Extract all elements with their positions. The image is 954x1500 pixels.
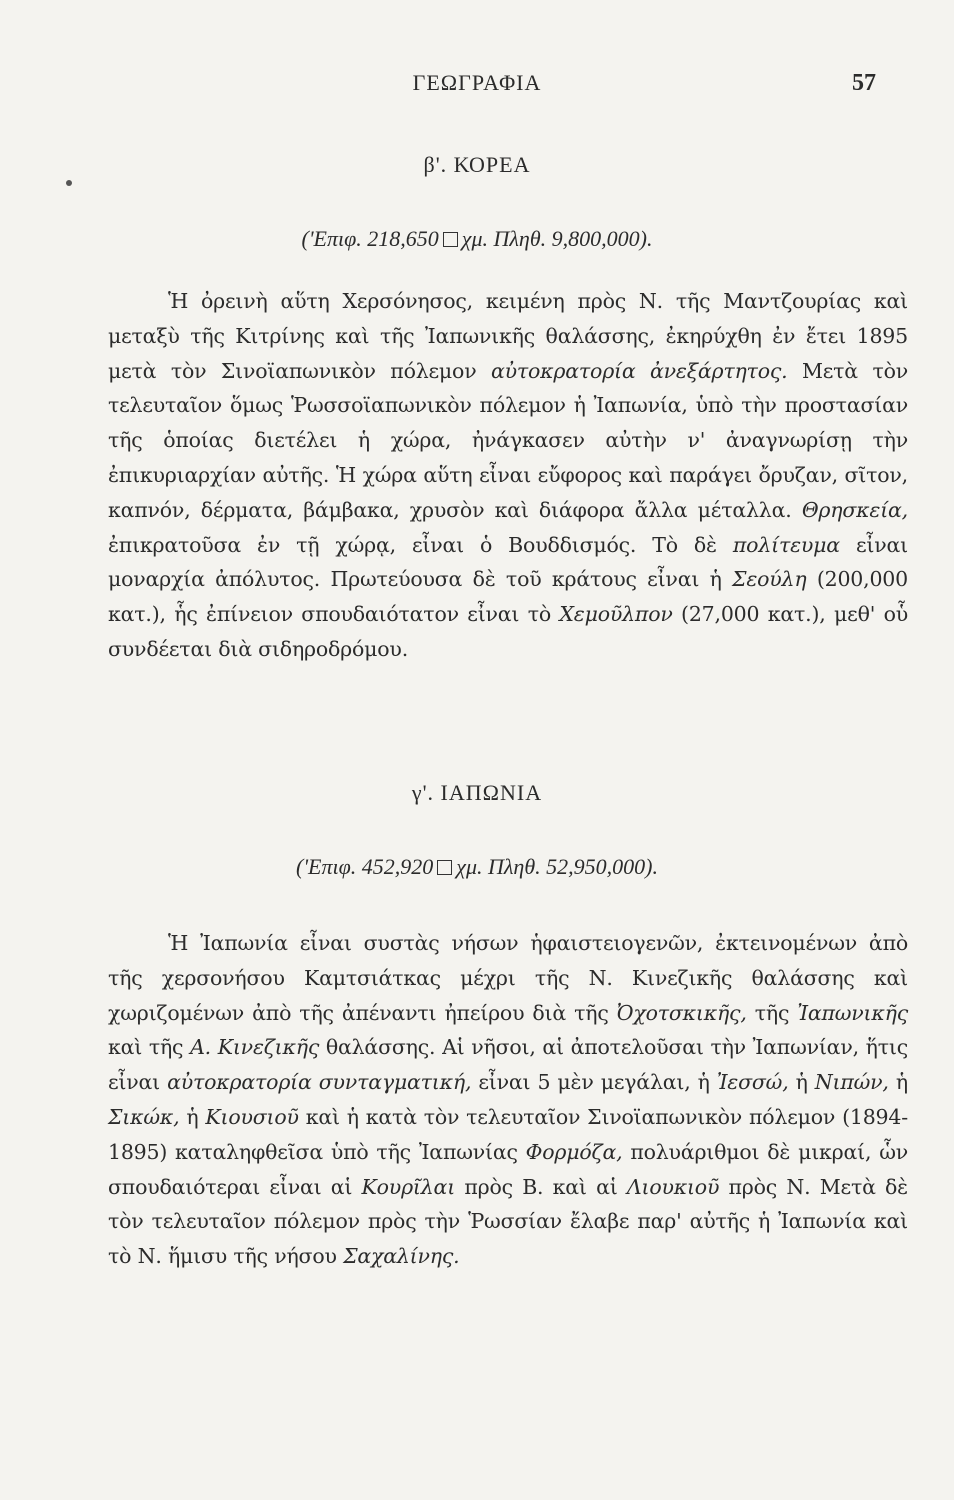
text-run: (200,000 κατ.), ἧς ἐπίνειον σπουδαιότατον εἶναι τὸ (108, 567, 908, 627)
text-run: πρὸς Ν. Μετὰ δὲ τὸν τελευταῖον πόλεμον πρὸς τὴν Ῥωσσίαν ἔλαβε παρ' αὐτῆς ἡ Ἰαπωνία καὶ τὸ Ν. ἥμισυ τῆς νήσου (108, 1174, 908, 1269)
korea-stats (0, 226, 954, 252)
emphasis-run: Χεμοῦλπον (559, 602, 673, 627)
text-run: Ἡ ὀρεινὴ αὕτη Χερσόνησος, κειμένη πρὸς Ν. τῆς Μαντζουρίας καὶ μεταξὺ τῆς Κιτρίνης καὶ τῆς Ἰαπωνικῆς θαλάσσης, ἐκηρύχθη ἐν ἔτει 1895 μετὰ τὸν Σινοϊαπωνικὸν πόλεμον (108, 289, 908, 383)
emphasis-run: Νιπών, (814, 1070, 889, 1095)
japan-heading: γ'. ΙΑΠΩΝΙΑ (411, 780, 543, 805)
text-run: καὶ ἡ κατὰ τὸν τελευταῖον Σινοϊαπωνικὸν πόλεμον (1894-1895) καταληφθεῖσα ὑπὸ τῆς Ἰαπωνίας (108, 1104, 908, 1164)
japan-paragraph (108, 926, 908, 1274)
emphasis-run: αὐτοκρατορία συνταγματική, (167, 1070, 472, 1095)
emphasis-run: Σικώκ, (108, 1104, 180, 1129)
emphasis-run: Κουρῖλαι (361, 1174, 456, 1199)
korea-stats-area: ('Επιφ. 218,650 (301, 226, 439, 251)
text-run: καὶ τῆς (108, 1035, 184, 1060)
text-run: πολυάριθμοι δὲ μικραί, ὧν σπουδαιότεραι εἶναι αἱ (108, 1139, 908, 1199)
text-run: ἐπικρατοῦσα ἐν τῇ χώρᾳ, εἶναι ὁ Βουδδισμός. Τὸ δὲ (108, 532, 717, 557)
text-run: (27,000 κατ.), μεθ' οὗ συνδέεται διὰ σιδηροδρόμου. (108, 602, 908, 661)
emphasis-run: Σεούλη (732, 567, 807, 592)
square-symbol-icon (437, 860, 452, 875)
korea-stats-population: χμ. Πληθ. 9,800,000). (461, 226, 653, 251)
emphasis-run: Λιουκιοῦ (626, 1174, 720, 1199)
text-run: Μετὰ τὸν τελευταῖον ὅμως Ῥωσσοϊαπωνικὸν πόλεμον ἡ Ἰαπωνία, ὑπὸ τὴν προστασίαν τῆς ὁποίας διετέλει ἡ χώρα, ἠνάγκασεν αὐτὴν ν' ἀναγνωρίσῃ τὴν ἐπικυριαρχίαν αὐτῆς. Ἡ χώρα αὕτη εἶναι εὔφορος καὶ παράγει ὄρυζαν, σῖτον, καπνόν, δέρματα, βάμβακα, χρυσὸν καὶ διάφορα ἄλλα μέταλλα. (108, 358, 908, 522)
text-run: θαλάσσης. Αἱ νῆσοι, αἱ ἀποτελοῦσαι τὴν Ἰαπωνίαν, ἥτις εἶναι (108, 1035, 908, 1095)
text-run: ἡ (895, 1070, 908, 1095)
emphasis-run: Σαχαλίνης. (343, 1244, 460, 1269)
text-run: Ἡ Ἰαπωνία εἶναι συστὰς νήσων ἡφαιστειογενῶν, ἐκτεινομένων ἀπὸ τῆς χερσονήσου Καμτσιάτκας μέχρι τῆς Ν. Κινεζικῆς θαλάσσης καὶ χωριζομένων ἀπὸ τῆς ἀπέναντι ἠπείρου διὰ τῆς (108, 931, 908, 1025)
emphasis-run: Ἰεσσώ, (716, 1070, 789, 1095)
text-run: πρὸς Β. καὶ αἱ (464, 1174, 618, 1199)
ink-dot (66, 180, 72, 186)
text-run: εἶναι 5 μὲν μεγάλαι, ἡ (478, 1070, 710, 1095)
running-title: ΓΕΩΓΡΑΦΙΑ (412, 70, 542, 95)
emphasis-run: Ἰαπωνικῆς (797, 1000, 908, 1025)
emphasis-run: Α. Κινεζικῆς (190, 1035, 320, 1060)
japan-stats-area: ('Επιφ. 452,920 (296, 854, 434, 879)
emphasis-run: Ὀχοτσκικῆς, (616, 1000, 747, 1025)
japan-stats (0, 854, 954, 880)
emphasis-run: Κιουσιοῦ (205, 1104, 299, 1129)
text-run: ἡ (795, 1070, 808, 1095)
emphasis-run: πολίτευμα (732, 532, 840, 557)
text-run: τῆς (754, 1000, 790, 1025)
square-symbol-icon (443, 232, 458, 247)
korea-heading: β'. ΚΟΡΕΑ (423, 152, 531, 177)
text-run: ἡ (186, 1104, 199, 1129)
korea-paragraph (108, 284, 908, 667)
emphasis-run: αὐτοκρατορία ἀνεξάρτητος. (490, 358, 788, 383)
japan-stats-population: χμ. Πληθ. 52,950,000). (456, 854, 658, 879)
emphasis-run: Θρησκεία, (801, 497, 908, 522)
text-run: εἶναι μοναρχία ἀπόλυτος. Πρωτεύουσα δὲ τοῦ κράτους εἶναι ἡ (108, 532, 908, 592)
emphasis-run: Φορμόζα, (525, 1139, 623, 1164)
page-number: 57 (852, 70, 876, 96)
